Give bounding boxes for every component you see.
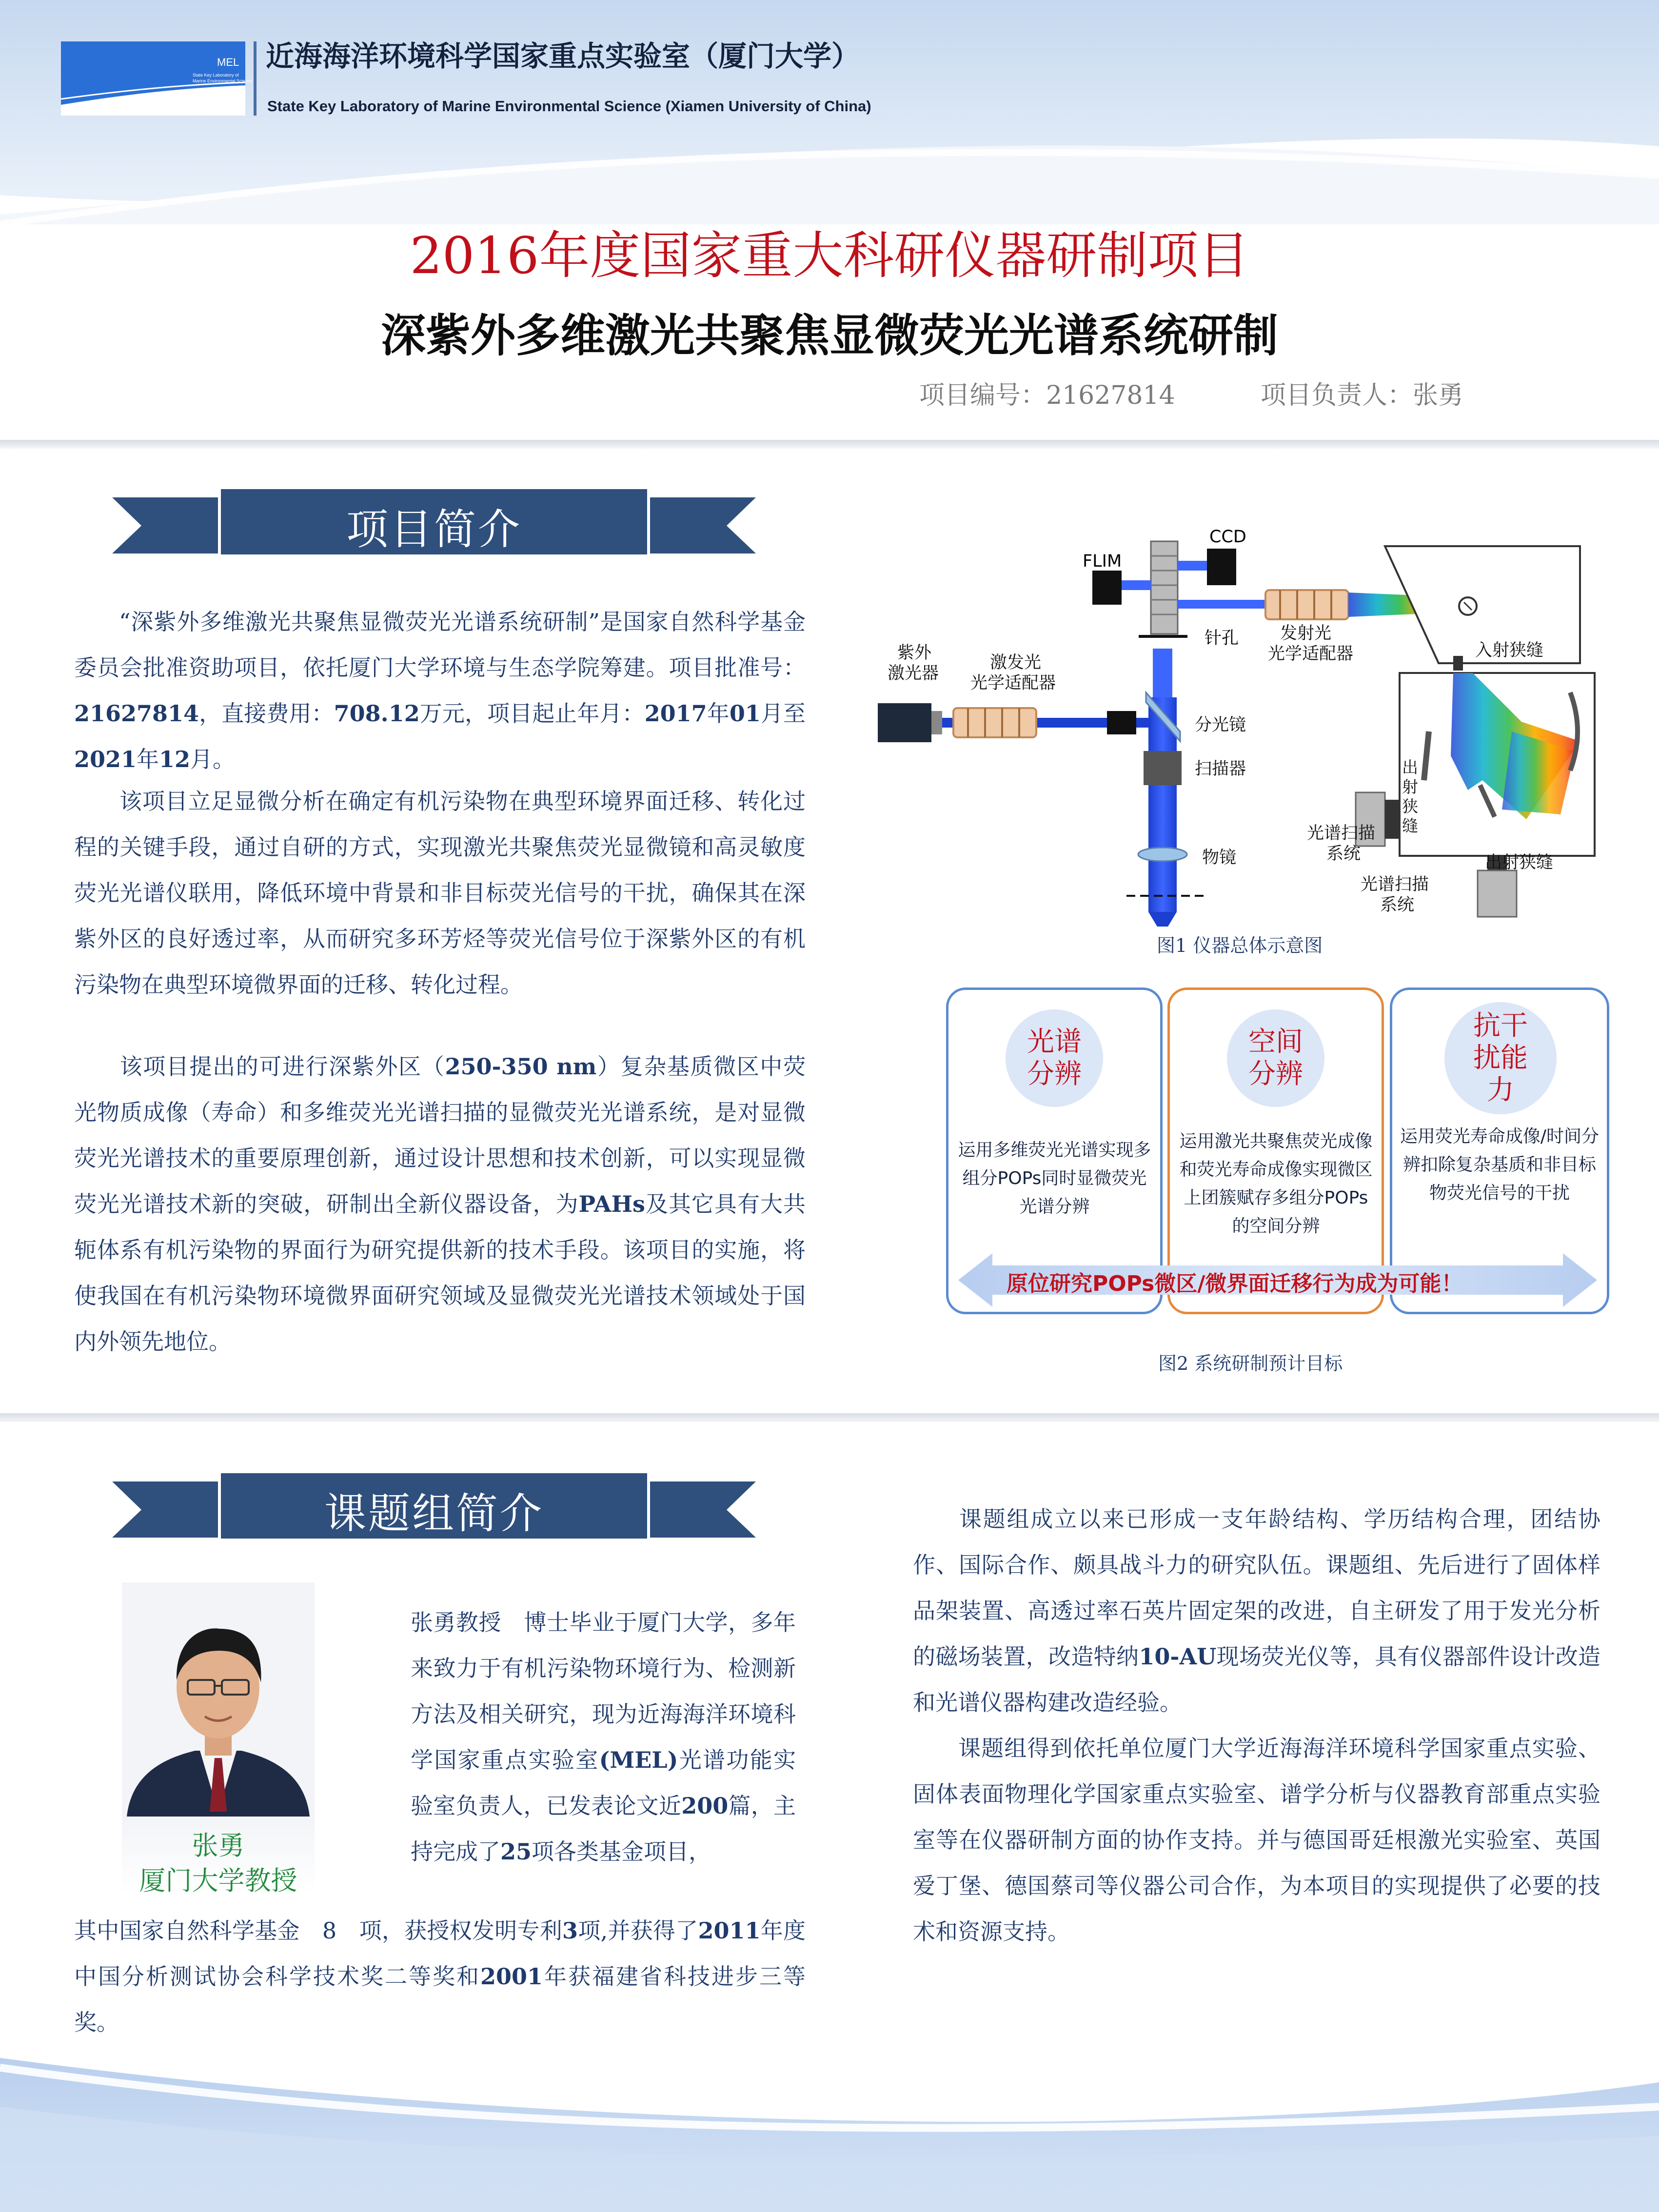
goal-circle-spectral: 光谱 分辨 xyxy=(1006,1009,1103,1107)
flim-icon xyxy=(1092,571,1122,605)
goal-circle-spatial: 空间 分辨 xyxy=(1227,1009,1324,1107)
instrument-diagram xyxy=(868,527,1614,927)
goal-arrow-text: 原位研究POPs微区/微界面迁移行为成为可能！ xyxy=(1007,1271,1463,1296)
goal-circle-interference: 抗干 扰能 力 xyxy=(1444,1002,1557,1114)
program-title: 2016年度国家重大科研仪器研制项目 xyxy=(410,226,1249,285)
goal-text-spatial: 运用激光共聚焦荧光成像和荧光寿命成像实现微区上团簇赋存多组分POPs的空间分辨 xyxy=(1179,1131,1373,1236)
svg-text:Marine Environmental Science: Marine Environmental Science xyxy=(193,79,253,83)
label-spectral-scan-2: 光谱扫描系统 xyxy=(1361,875,1429,915)
svg-text:出射狭缝: 出射狭缝 xyxy=(1485,853,1554,872)
label-exit-slit-vertical: 出射狭缝 xyxy=(1402,758,1418,835)
label-excitation-adapter: 激发光光学适配器 xyxy=(970,653,1056,693)
svg-text:CCD: CCD xyxy=(1209,527,1246,547)
mel-logo xyxy=(61,41,253,116)
label-emission-adapter: 发射光光学适配器 xyxy=(1268,624,1354,664)
portrait-photo xyxy=(122,1582,315,1817)
spectral-scan-icon-2 xyxy=(1478,870,1517,917)
goal-text-interference: 运用荧光寿命成像/时间分辨扣除复杂基质和非目标物荧光信号的干扰 xyxy=(1400,1126,1600,1203)
scanner-icon xyxy=(1144,751,1182,785)
team-paragraph-2: 课题组得到依托单位厦门大学近海海洋环境科学国家重点实验、固体表面物理化学国家重点实验室、谱学分析与仪器教育部重点实验室等在仪器研制方面的协作支持。并与德国哥廷根激光实验室、英国爱丁堡、德国蔡司等仪器公司合作，为本项目的实现提供了必要的技术和资源支持。 xyxy=(913,1735,1600,1945)
svg-text:物镜: 物镜 xyxy=(1202,848,1237,868)
svg-text:扫描器: 扫描器 xyxy=(1195,759,1246,779)
uv-laser-icon xyxy=(878,703,931,742)
svg-text:State Key Laboratory of: State Key Laboratory of xyxy=(193,73,239,78)
section-divider-2 xyxy=(0,1413,1659,1422)
lab-name-en: State Key Laboratory of Marine Environmental Science (Xiamen University of China) xyxy=(267,98,871,115)
bio-paragraph-continued: 其中国家自然科学基金 8 项，获授权发明专利3项,并获得了2011年度中国分析测试协会科学技术奖二等奖和2001年获福建省科技进步三等奖。 xyxy=(74,1917,806,2035)
section-heading-intro: 项目简介 xyxy=(112,488,756,563)
header-divider xyxy=(254,41,257,116)
section-divider xyxy=(0,440,1659,449)
emission-adapter-icon xyxy=(1265,590,1348,619)
svg-text:针孔: 针孔 xyxy=(1205,629,1239,648)
objective-icon xyxy=(1138,848,1187,861)
figure1-caption: 图1 仪器总体示意图 xyxy=(1157,935,1323,956)
excitation-adapter-icon xyxy=(953,708,1036,737)
svg-text:入射狭缝: 入射狭缝 xyxy=(1475,641,1544,660)
svg-text:MEL: MEL xyxy=(217,56,239,68)
bio-paragraph: 张勇教授 博士毕业于厦门大学，多年来致力于有机污染物环境行为、检测新方法及相关研究，现为近海海洋环境科学国家重点实验室(MEL)光谱功能实验室负责人，已发表论文近200篇，主持完成了25项各类基金项目， xyxy=(411,1609,796,1865)
intro-paragraph-3: 该项目提出的可进行深紫外区（250-350 nm）复杂基质微区中荧光物质成像（寿命）和多维荧光光谱扫描的显微荧光光谱系统，是对显微荧光光谱技术的重要原理创新，通过设计思想和技术创新，可以实现显微荧光光谱技术新的突破，研制出全新仪器设备，为PAHs及其它具有大共轭体系有机污染物的界面行为研究提供新的技术手段。该项目的实施，将使我国在有机污染物环境微界面研究领域及显微荧光光谱技术领域处于国内外领先地位。 xyxy=(74,1053,806,1355)
svg-text:FLIM: FLIM xyxy=(1083,552,1122,571)
project-number: 项目编号：21627814 xyxy=(919,381,1175,410)
team-paragraph-1: 课题组成立以来已形成一支年龄结构、学历结构合理，团结协作、国际合作、颇具战斗力的研究队伍。课题组、先后进行了固体样品架装置、高透过率石英片固定架的改进，自主研发了用于发光分析的磁场装置，改造特纳10-AU现场荧光仪等，具有仪器部件设计改造和光谱仪器构建改造经验。 xyxy=(913,1506,1601,1716)
project-leader: 项目负责人：张勇 xyxy=(1261,381,1464,410)
label-spectral-scan-1: 光谱扫描系统 xyxy=(1307,824,1376,864)
lab-name-cn: 近海海洋环境科学国家重点实验室（厦门大学） xyxy=(266,40,860,72)
person-name: 张勇 xyxy=(192,1830,245,1861)
footer-wave xyxy=(0,2038,1659,2212)
svg-text:分光镜: 分光镜 xyxy=(1195,715,1246,735)
project-title: 深紫外多维激光共聚焦显微荧光光谱系统研制 xyxy=(380,310,1278,362)
figure2-caption: 图2 系统研制预计目标 xyxy=(1158,1353,1343,1374)
goal-text-spectral: 运用多维荧光光谱实现多组分POPs同时显微荧光光谱分辨 xyxy=(958,1140,1151,1217)
person-title: 厦门大学教授 xyxy=(139,1865,297,1896)
label-uv-laser: 紫外激光器 xyxy=(888,643,939,683)
intro-paragraph-2: 该项目立足显微分析在确定有机污染物在典型环境界面迁移、转化过程的关键手段，通过自研的方式，实现激光共聚焦荧光显微镜和高灵敏度荧光光谱仪联用，降低环境中背景和非目标荧光信号的干扰，确保其在深紫外区的良好透过率，从而研究多环芳烃等荧光信号位于深紫外区的有机污染物在典型环境微界面的迁移、转化过程。 xyxy=(74,788,806,998)
section-heading-team: 课题组简介 xyxy=(112,1472,756,1547)
intro-paragraph-1: “深紫外多维激光共聚焦显微荧光光谱系统研制”是国家自然科学基金委员会批准资助项目，依托厦门大学环境与生态学院筹建。项目批准号：21627814，直接费用：708.12万元，项目起止年月：2017年01月至2021年12月。 xyxy=(74,609,806,772)
ccd-icon xyxy=(1207,549,1236,585)
